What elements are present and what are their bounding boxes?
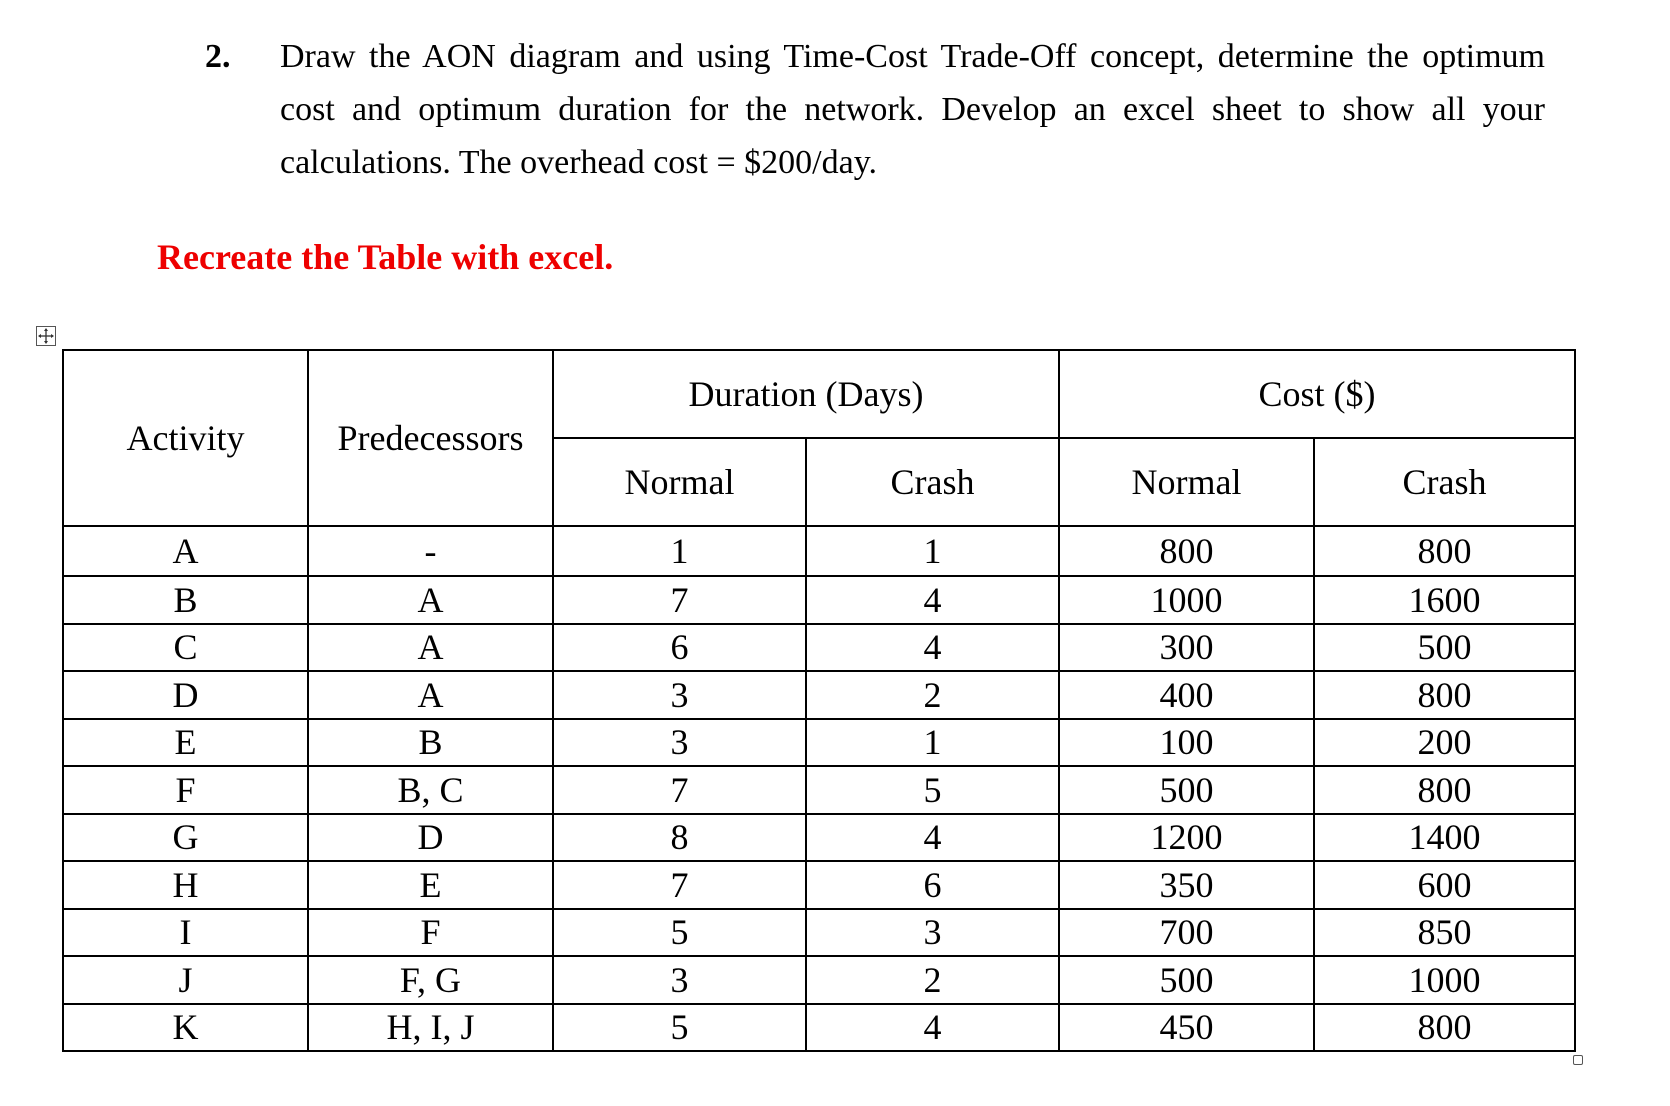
table-row [63,766,1575,814]
cell-duration-normal: 5 [553,1004,806,1052]
cell-cost-normal: 1000 [1059,576,1314,624]
cell-activity: A [63,526,308,576]
cell-cost-normal: 1200 [1059,814,1314,862]
header-activity: Activity [63,350,308,526]
cell-predecessors: E [308,861,553,909]
cell-cost-normal: 350 [1059,861,1314,909]
cell-cost-crash: 800 [1314,766,1575,814]
cell-duration-normal: 6 [553,624,806,672]
cell-predecessors: A [308,624,553,672]
header-cost-crash: Crash [1314,438,1575,526]
cell-predecessors: - [308,526,553,576]
header-duration-crash: Crash [806,438,1059,526]
table-row [63,814,1575,862]
header-cost-normal: Normal [1059,438,1314,526]
cell-duration-crash: 1 [806,526,1059,576]
activity-table [62,349,1576,1052]
cell-predecessors: F [308,909,553,957]
table-resize-handle[interactable] [1573,1055,1583,1065]
table-row [63,861,1575,909]
cell-duration-crash: 4 [806,624,1059,672]
cell-cost-normal: 400 [1059,671,1314,719]
cell-cost-crash: 1600 [1314,576,1575,624]
cell-cost-normal: 500 [1059,956,1314,1004]
cell-predecessors: F, G [308,956,553,1004]
cell-predecessors: A [308,576,553,624]
cell-cost-crash: 1000 [1314,956,1575,1004]
cell-activity: I [63,909,308,957]
cell-duration-crash: 5 [806,766,1059,814]
table-move-handle-icon[interactable] [36,326,56,346]
table-row [63,624,1575,672]
cell-predecessors: H, I, J [308,1004,553,1052]
header-cost: Cost ($) [1059,350,1575,438]
cell-activity: C [63,624,308,672]
cell-duration-crash: 2 [806,956,1059,1004]
cell-duration-normal: 7 [553,766,806,814]
cell-predecessors: B [308,719,553,767]
cell-cost-normal: 800 [1059,526,1314,576]
cell-activity: G [63,814,308,862]
cell-activity: B [63,576,308,624]
cell-duration-normal: 3 [553,719,806,767]
cell-activity: J [63,956,308,1004]
cell-activity: E [63,719,308,767]
cell-duration-crash: 1 [806,719,1059,767]
cell-duration-normal: 7 [553,576,806,624]
table-row [63,526,1575,576]
cell-duration-crash: 4 [806,576,1059,624]
cell-cost-normal: 300 [1059,624,1314,672]
cell-cost-crash: 500 [1314,624,1575,672]
cell-cost-normal: 450 [1059,1004,1314,1052]
cell-duration-crash: 6 [806,861,1059,909]
table-row [63,671,1575,719]
cell-cost-normal: 500 [1059,766,1314,814]
cell-cost-crash: 800 [1314,671,1575,719]
header-duration-normal: Normal [553,438,806,526]
cell-cost-crash: 1400 [1314,814,1575,862]
cell-duration-normal: 3 [553,671,806,719]
cell-activity: K [63,1004,308,1052]
cell-predecessors: D [308,814,553,862]
table-row [63,576,1575,624]
table-row [63,909,1575,957]
cell-duration-crash: 2 [806,671,1059,719]
cell-cost-crash: 200 [1314,719,1575,767]
instruction-text: Recreate the Table with excel. [157,237,614,277]
cell-duration-crash: 4 [806,814,1059,862]
cell-duration-normal: 5 [553,909,806,957]
cell-cost-crash: 800 [1314,1004,1575,1052]
cell-predecessors: A [308,671,553,719]
header-duration: Duration (Days) [553,350,1059,438]
header-predecessors: Predecessors [308,350,553,526]
cell-cost-crash: 850 [1314,909,1575,957]
cell-duration-crash: 4 [806,1004,1059,1052]
cell-duration-crash: 3 [806,909,1059,957]
cell-activity: H [63,861,308,909]
cell-activity: D [63,671,308,719]
cell-cost-crash: 600 [1314,861,1575,909]
cell-duration-normal: 3 [553,956,806,1004]
cell-predecessors: B, C [308,766,553,814]
cell-duration-normal: 8 [553,814,806,862]
question-text: Draw the AON diagram and using Time-Cost Trade-Off concept, determine the optimum cost and optimum duration for the network. Develop an excel sheet to show all your calculations. The overhead cost = $200/day. [280,38,1545,181]
table-row [63,719,1575,767]
cell-cost-crash: 800 [1314,526,1575,576]
cell-duration-normal: 1 [553,526,806,576]
cell-cost-normal: 700 [1059,909,1314,957]
cell-duration-normal: 7 [553,861,806,909]
cell-cost-normal: 100 [1059,719,1314,767]
table-row [63,956,1575,1004]
question-number: 2. [205,38,231,75]
table-row [63,1004,1575,1052]
cell-activity: F [63,766,308,814]
